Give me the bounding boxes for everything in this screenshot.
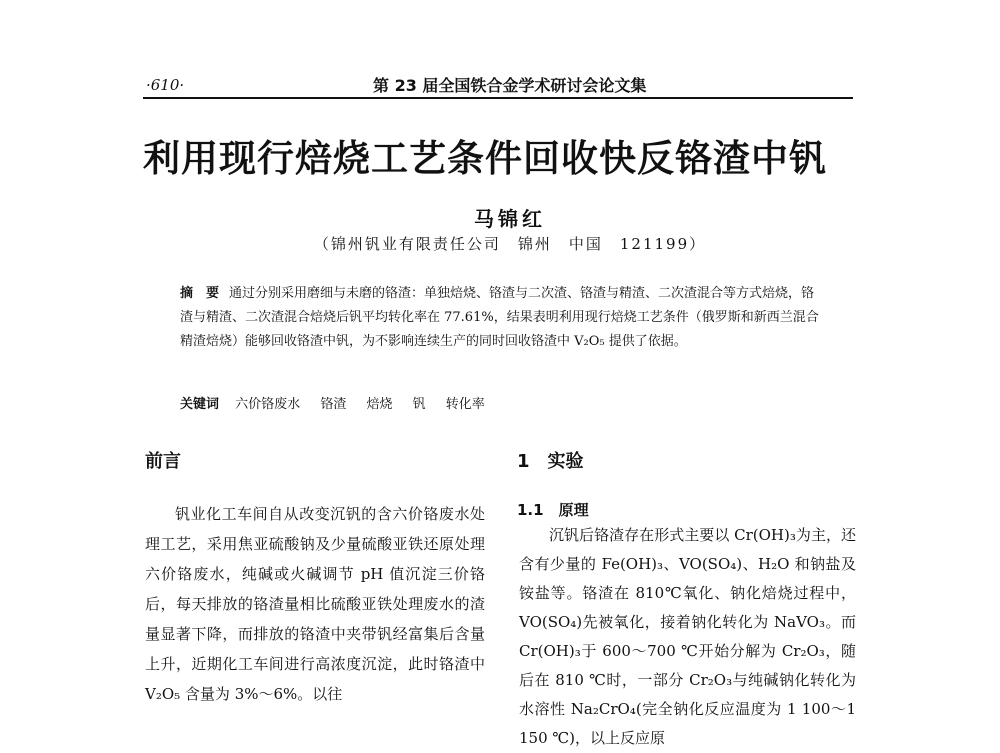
subsection-heading-principle: 1.1 原理 (517, 501, 589, 519)
keyword-item: 铬渣 (320, 397, 347, 412)
section-heading-preface: 前言 (145, 451, 181, 472)
running-head: 第 23 届全国铁合金学术研讨会论文集 (373, 76, 647, 95)
page-number: ·610· (146, 76, 185, 94)
keyword-item: 焙烧 (366, 397, 393, 412)
abstract (180, 282, 820, 354)
keyword-item: 六价铬废水 (235, 397, 301, 412)
keywords-label: 关键词 (180, 397, 220, 412)
paper-title: 利用现行焙烧工艺条件回收快反铬渣中钒 (143, 137, 827, 180)
abstract-label: 摘 要 (180, 286, 220, 301)
keyword-item: 转化率 (445, 397, 485, 412)
keyword-item: 钒 (412, 397, 426, 412)
author-name: 马锦红 (474, 207, 546, 231)
author-affiliation: （锦州钒业有限责任公司 锦州 中国 121199） (313, 235, 707, 253)
principle-paragraph: 沉钒后铬渣存在形式主要以 Cr(OH)₃为主，还含有少量的 Fe(OH)₃、VO(SO₄)、H₂O 和钠盐及铵盐等。铬渣在 810℃氧化、钠化焙烧过程中，VO(SO₄)先被氧化，接着钠化转化为 NaVO₃。而 Cr(OH)₃于 600～700 ℃开始分解为 Cr₂O₃，随后在 810 ℃时，一部分 Cr₂O₃与纯碱钠化转化为水溶性 Na₂CrO₄(完全钠化反应温度为 1 100～1 150 ℃)，以上反应原 (519, 526, 856, 747)
keywords (180, 393, 501, 412)
abstract-text: 通过分别采用磨细与未磨的铬渣：单独焙烧、铬渣与二次渣、铬渣与精渣、二次渣混合等方式焙烧，铬渣与精渣、二次渣混合焙烧后钒平均转化率在 77.61%，结果表明利用现行焙烧工艺条件（俄罗斯和新西兰混合精渣焙烧）能够回收铬渣中钒，为不影响连续生产的同时回收铬渣中 V₂O₅ 提供了依据。 (180, 286, 819, 349)
preface-paragraph: 钒业化工车间自从改变沉钒的含六价铬废水处理工艺，采用焦亚硫酸钠及少量硫酸亚铁还原处理六价铬废水，纯碱或火碱调节 pH 值沉淀三价铬后，每天排放的铬渣量相比硫酸亚铁处理废水的渣量显著下降，而排放的铬渣中夹带钒经富集后含量上升，近期化工车间进行高浓度沉淀，此时铬渣中 V₂O₅ 含量为 3%～6%。以往 (145, 505, 485, 703)
header-rule (143, 97, 853, 99)
section-heading-experiment: 1 实验 (517, 451, 584, 472)
